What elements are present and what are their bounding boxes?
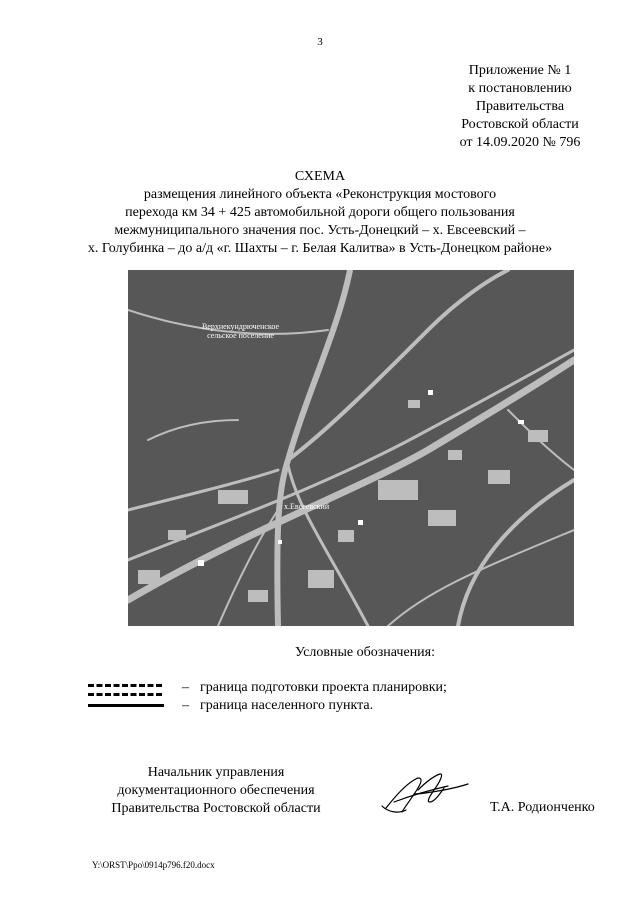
appendix-header [420, 62, 620, 152]
signer-position-line: Начальник управления [147, 765, 285, 780]
appendix-line: Приложение № 1 [468, 63, 572, 78]
scheme-map-image [128, 270, 574, 626]
page-number: 3 [317, 36, 323, 48]
map-label-settlement-area [202, 322, 279, 340]
title-line: перехода км 34 + 425 автомобильной дороги общего пользования [125, 205, 515, 220]
map-label-line: Верхнекундрюченское [202, 322, 280, 331]
legend-dash: – [182, 680, 189, 695]
solid-boundary-swatch [88, 704, 164, 707]
title-line: х. Голубинка – до а/д «г. Шахты – г. Белая Калитва» в Усть-Донецком районе» [87, 241, 553, 256]
legend-label: граница подготовки проекта планировки; [200, 680, 447, 695]
map-label-line: сельское поселение [207, 331, 274, 340]
appendix-line: к постановлению [468, 81, 572, 96]
appendix-line: Правительства [475, 99, 565, 114]
signer-position-line: Правительства Ростовской области [111, 801, 321, 816]
title-line: размещения линейного объекта «Реконструкция мостового [143, 187, 497, 202]
signature-graphic [374, 768, 474, 818]
appendix-line: от 14.09.2020 № 796 [459, 135, 581, 150]
appendix-line: Ростовской области [461, 117, 579, 132]
dashed-boundary-swatch [88, 684, 162, 696]
legend-title: Условные обозначения: [294, 645, 436, 660]
legend-label: граница населенного пункта. [200, 698, 374, 713]
signer-name: Т.А. Родионченко [490, 800, 595, 815]
legend-dash: – [182, 698, 189, 713]
signer-position-line: документационного обеспечения [117, 783, 315, 798]
signature-block [96, 764, 336, 818]
title-line: межмуниципального значения пос. Усть-Донецкий – х. Евсеевский – [114, 223, 526, 238]
handwritten-signature [374, 768, 474, 818]
document-title [40, 168, 600, 258]
title-heading: СХЕМА [294, 169, 346, 184]
map-label-village: х.Евсеевский [284, 502, 330, 511]
map-roads-graphic [128, 270, 574, 626]
file-path-footer: Y:\ORST\Ppo\0914p796.f20.docx [92, 860, 215, 870]
